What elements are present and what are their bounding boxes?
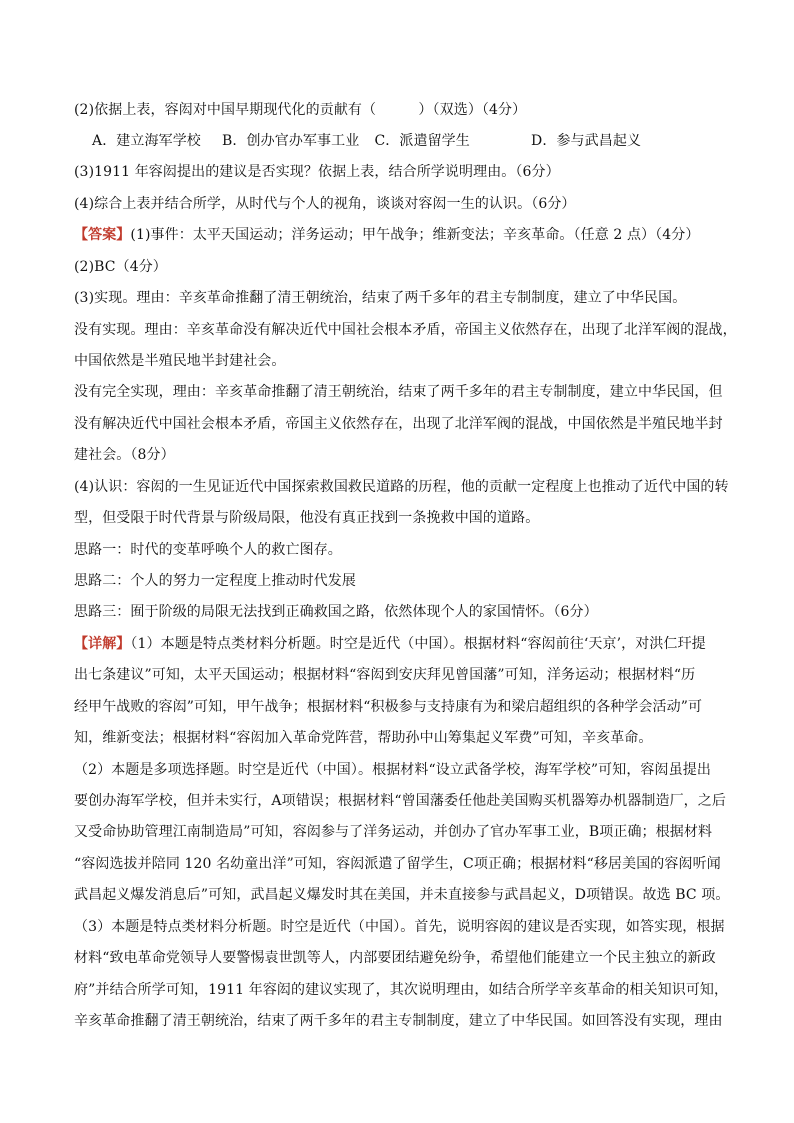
answer-line: (4)认识：容闳的一生见证近代中国探索救国救民道路的历程，他的贡献一定程度上也推动了近代中国的转 — [74, 479, 729, 495]
detail-line: 武昌起义爆发消息后”可知，武昌起义爆发时其在美国，并未直接参与武昌起义，D项错误。故选 BC 项。 — [74, 887, 730, 903]
question-3: (3)1911 年容闳提出的建议是否实现？依据上表，结合所学说明理由。（6分） — [74, 164, 560, 180]
detail-line: 要创办海军学校，但并未实行，A项错误；根据材料“曾国藩委任他赴美国购买机器筹办机器制造厂，之后 — [74, 793, 726, 809]
option-b: B．创办官办军事工业 — [222, 133, 360, 149]
question-2-options — [92, 131, 752, 151]
option-c: C．派遣留学生 — [374, 133, 470, 149]
answer-line: 中国依然是半殖民地半封建社会。 — [74, 353, 286, 369]
answer-line: 没有解决近代中国社会根本矛盾，帝国主义依然存在，出现了北洋军阀的混战，中国依然是半殖民地半封 — [74, 416, 723, 432]
answer-line: 思路一：时代的变革呼唤个人的救亡图存。 — [74, 542, 342, 558]
detail-line: 又受命协助管理江南制造局”可知，容闳参与了洋务运动，并创办了官办军事工业，B项正确；根据材料 — [74, 824, 713, 840]
detail-line: 经甲午战败的容闳”可知，甲午战争；根据材料“积极参与支持康有为和梁启超组织的各种学会活动”可 — [74, 699, 703, 715]
detail-text: （1）本题是特点类材料分析题。时空是近代（中国）。根据材料“容闳前往‘天京’，对洪仁玕提 — [130, 636, 706, 652]
detail-line: 出七条建议”可知，太平天国运动；根据材料“容闳到安庆拜见曾国藩”可知，洋务运动；根据材料“历 — [74, 667, 696, 683]
question-4: (4)综合上表并结合所学，从时代与个人的视角，谈谈对容闳一生的认识。（6分） — [74, 196, 576, 212]
detail-line: “容闳选拔并陪同 120 名幼童出洋”可知，容闳派遣了留学生，C项正确；根据材料“移居美国的容闳听闻 — [74, 856, 721, 872]
detail-line: 辛亥革命推翻了清王朝统治，结束了两千多年的君主专制制度，建立了中华民国。如回答没有实现，理由 — [74, 1013, 723, 1029]
answer-line: 没有实现。理由：辛亥革命没有解决近代中国社会根本矛盾，帝国主义依然存在，出现了北洋军阀的混战， — [74, 322, 737, 338]
detail-line — [74, 634, 734, 654]
answer-line — [74, 225, 734, 245]
answer-line: 思路三：囿于阶级的局限无法找到正确救国之路，依然体现个人的家国情怀。（6分） — [74, 604, 598, 620]
detail-line: （3）本题是特点类材料分析题。时空是近代（中国）。首先，说明容闳的建议是否实现，如答实现，根据 — [74, 919, 725, 935]
option-a: A．建立海军学校 — [92, 133, 201, 149]
option-d: D．参与武昌起义 — [531, 133, 642, 149]
detail-tag: 【详解】 — [74, 636, 131, 652]
answer-line: (2)BC（4分） — [74, 259, 167, 275]
question-2: (2)依据上表，容闳对中国早期现代化的贡献有（ ）（双选）（4分） — [74, 102, 527, 118]
detail-line: 材料“致电革命党领导人要警惕袁世凯等人，内部要团结避免纷争，希望他们能建立一个民主独立的新政 — [74, 950, 716, 966]
detail-line: （2）本题是多项选择题。时空是近代（中国）。根据材料“设立武备学校，海军学校”可知，容闳虽提出 — [74, 762, 711, 778]
answer-line: 思路二：个人的努力一定程度上推动时代发展 — [74, 573, 356, 589]
answer-tag: 【答案】 — [74, 227, 131, 243]
detail-line: 知，维新变法；根据材料“容闳加入革命党阵营，帮助孙中山筹集起义军费”可知，辛亥革命。 — [74, 730, 653, 746]
detail-line: 府”并结合所学可知，1911 年容闳的建议实现了，其次说明理由，如结合所学辛亥革命的相关知识可知， — [74, 982, 729, 998]
answer-text: (1)事件：太平天国运动；洋务运动；甲午战争；维新变法；辛亥革命。（任意 2 点）（4分） — [130, 227, 700, 243]
answer-line: 建社会。（8分） — [74, 447, 175, 463]
answer-line: (3)实现。理由：辛亥革命推翻了清王朝统治，结束了两千多年的君主专制制度，建立了中华民国。 — [74, 290, 687, 306]
answer-line: 没有完全实现，理由：辛亥革命推翻了清王朝统治，结束了两千多年的君主专制制度，建立中华民国，但 — [74, 384, 723, 400]
answer-line: 型，但受限于时代背景与阶级局限，他没有真正找到一条挽救中国的道路。 — [74, 510, 540, 526]
